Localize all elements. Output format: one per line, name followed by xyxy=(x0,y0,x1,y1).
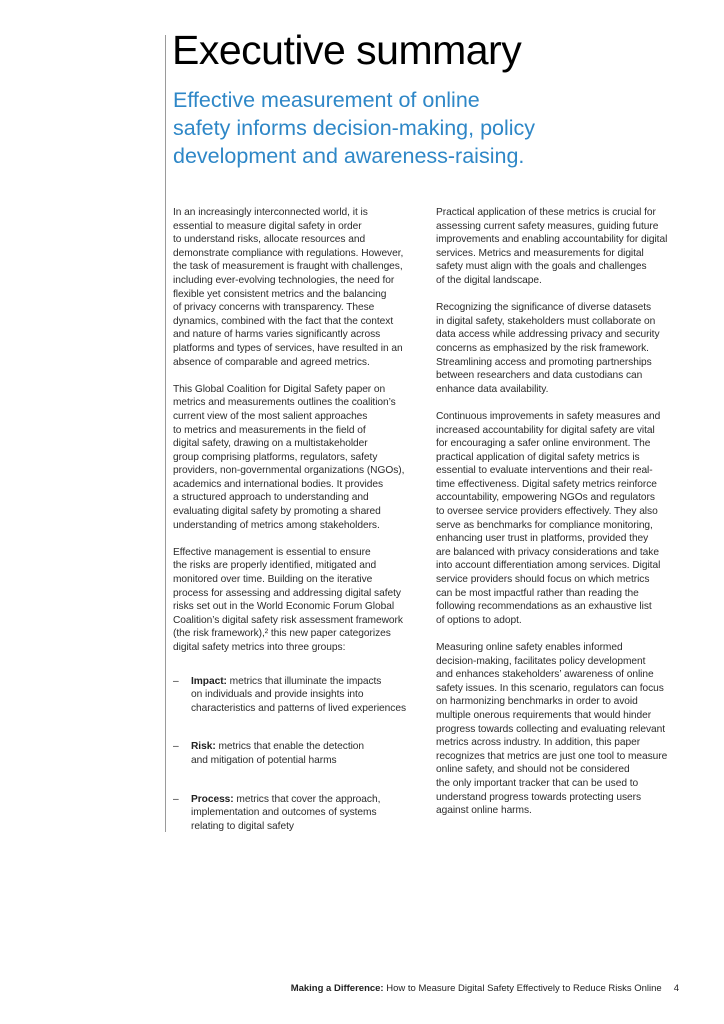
paragraph xyxy=(436,301,686,396)
text-line: online safety, and should not be considered xyxy=(436,764,630,776)
text-line: Measuring online safety enables informed xyxy=(436,642,623,653)
text-line: to metrics and measurements in the field of xyxy=(173,424,366,436)
text-line: for encouraging a safer online environment. The xyxy=(436,438,651,450)
text-line: safety issues. In this scenario, regulators can focus xyxy=(436,682,664,694)
text-line: dynamics, combined with the fact that the context xyxy=(173,315,394,327)
page-title: Executive summary xyxy=(172,27,522,73)
text-line: and mitigation of potential harms xyxy=(191,754,337,766)
text-line: Coalition’s digital safety risk assessment framework xyxy=(173,614,403,626)
text-line: Streamlining access and promoting partnerships xyxy=(436,356,652,368)
footer-report-title: Making a Difference: xyxy=(290,983,384,994)
bullet-text: metrics that illuminate the impacts xyxy=(226,675,382,687)
text-line: on individuals and provide insights into xyxy=(191,689,364,701)
text-line: progress towards collecting and evaluating relevant xyxy=(436,723,666,735)
bullet-risk xyxy=(173,740,423,767)
text-line: In an increasingly interconnected world, it is xyxy=(173,207,368,218)
text-line: This Global Coalition for Digital Safety paper on xyxy=(173,383,386,395)
text-line: data access while addressing privacy and security xyxy=(436,329,660,341)
text-line: absence of comparable and agreed metrics. xyxy=(173,356,370,368)
text-line: digital safety metrics into three groups: xyxy=(173,642,346,653)
text-line: into account differentiation among services. Digital xyxy=(436,560,661,572)
text-line: flexible yet consistent metrics and the balancing xyxy=(173,288,387,300)
text-line: evaluating digital safety by promoting a shared xyxy=(173,506,381,518)
text-line: of privacy concerns with transparency. These xyxy=(173,302,375,314)
text-line: metrics and measurements outlines the coalition’s xyxy=(173,397,396,409)
left-column xyxy=(173,206,423,833)
subtitle xyxy=(173,86,535,170)
text-line: accountability, empowering NGOs and regulators xyxy=(436,492,655,504)
text-line: decision-making, facilitates policy development xyxy=(436,655,646,667)
text-line: Continuous improvements in safety measures and xyxy=(436,410,661,422)
text-line: understand progress towards protecting users xyxy=(436,791,642,803)
dash: – xyxy=(173,741,179,753)
bullet-label: Impact: xyxy=(191,675,227,687)
text-line: and enhances stakeholders’ awareness of online xyxy=(436,669,654,681)
text-line: services. Metrics and measurements for digital xyxy=(436,247,644,259)
text-line: are balanced with privacy considerations and take xyxy=(436,546,659,558)
text-line: platforms and types of services, have resulted in an xyxy=(173,342,403,354)
text-line: in digital safety, stakeholders must collaborate on xyxy=(436,315,656,327)
text-line: recognizes that metrics are just one tool to measure xyxy=(436,750,668,762)
paragraph xyxy=(173,206,423,369)
text-line: on harmonizing benchmarks in order to avoid xyxy=(436,696,638,708)
text-line: the task of measurement is fraught with challenges, xyxy=(173,261,403,273)
text-line: concerns as emphasized by the risk framework. xyxy=(436,342,649,354)
text-line: the only important tracker that can be used to xyxy=(436,777,639,789)
text-line: assessing current safety measures, guiding future xyxy=(436,220,659,232)
text-line: monitored over time. Building on the iterative xyxy=(173,574,373,586)
text-line: serve as benchmarks for compliance monitoring, xyxy=(436,519,653,531)
paragraph xyxy=(436,641,686,818)
text-line: Recognizing the significance of diverse datasets xyxy=(436,302,652,314)
bullet-impact xyxy=(173,675,423,716)
bullet-label: Process: xyxy=(191,793,234,805)
paragraph xyxy=(436,410,686,628)
text-line: multiple onerous requirements that would hinder xyxy=(436,709,652,721)
subtitle-line: Effective measurement of online xyxy=(173,88,480,112)
text-line: implementation and outcomes of systems xyxy=(191,807,377,819)
bullet-line xyxy=(191,793,423,807)
text-line: group comprising platforms, regulators, safety xyxy=(173,451,378,463)
bullet-process xyxy=(173,793,423,834)
paragraph xyxy=(173,546,423,655)
text-line: enhancing user trust in platforms, provided they xyxy=(436,533,649,545)
text-line: relating to digital safety xyxy=(191,820,294,832)
subtitle-line: development and awareness-raising. xyxy=(173,144,525,168)
text-line: to understand risks, allocate resources and xyxy=(173,234,366,246)
text-line: understanding of metrics among stakeholders. xyxy=(173,519,380,531)
bullet-text: metrics that cover the approach, xyxy=(233,793,381,805)
right-column xyxy=(436,206,686,818)
text-line: and nature of harms varies significantly across xyxy=(173,329,381,341)
text-line: a structured approach to understanding and xyxy=(173,492,369,504)
bullet-line xyxy=(191,675,423,689)
paragraph xyxy=(173,383,423,533)
text-line: of the digital landscape. xyxy=(436,274,542,286)
bullet-label: Risk: xyxy=(191,741,216,753)
text-line: process for assessing and addressing digital safety xyxy=(173,587,401,599)
dash: – xyxy=(173,675,179,687)
bullet-text: metrics that enable the detection xyxy=(215,741,365,753)
text-line: the risks are properly identified, mitigated and xyxy=(173,560,377,572)
text-line: service providers should focus on which metrics xyxy=(436,574,650,586)
text-line: providers, non-governmental organizations (NGOs), xyxy=(173,465,405,477)
bullet-line xyxy=(191,740,423,754)
footer-report-subtitle: How to Measure Digital Safety Effectively to Reduce Risks Online xyxy=(383,983,662,994)
text-line: can be most impactful rather than reading the xyxy=(436,587,639,599)
text-line: improvements and enabling accountability for digital xyxy=(436,234,668,246)
text-line: Effective management is essential to ensure xyxy=(173,546,371,558)
text-line: against online harms. xyxy=(436,805,532,817)
subtitle-line: safety informs decision-making, policy xyxy=(173,116,536,140)
text-line: essential to measure digital safety in order xyxy=(173,220,362,232)
text-line: including ever-evolving technologies, the need for xyxy=(173,274,395,286)
text-line: academics and international bodies. It provides xyxy=(173,478,384,490)
text-line: (the risk framework),² this new paper categorizes xyxy=(173,628,391,640)
text-line: essential to evaluate interventions and their real- xyxy=(436,465,653,477)
text-line: enhance data availability. xyxy=(436,383,549,395)
text-line: current view of the most salient approaches xyxy=(173,410,368,422)
text-line: time effectiveness. Digital safety metrics reinforce xyxy=(436,478,657,490)
paragraph xyxy=(436,206,686,288)
text-line: to oversee service providers effectively. They also xyxy=(436,506,658,518)
page-number: 4 xyxy=(673,983,679,994)
text-line: risks set out in the World Economic Forum Global xyxy=(173,601,395,613)
text-line: digital safety, drawing on a multistakeholder xyxy=(173,438,368,450)
text-line: following recommendations as an exhaustive list xyxy=(436,601,652,613)
vertical-rule xyxy=(165,35,166,832)
text-line: practical application of digital safety metrics is xyxy=(436,451,640,463)
text-line: Practical application of these metrics is crucial for xyxy=(436,207,656,218)
text-line: demonstrate compliance with regulations. However, xyxy=(173,247,404,259)
text-line: between researchers and data custodians can xyxy=(436,370,643,382)
dash: – xyxy=(173,793,179,805)
text-line: of options to adopt. xyxy=(436,614,522,626)
text-line: safety must align with the goals and challenges xyxy=(436,261,647,273)
page-footer xyxy=(291,983,679,994)
text-line: increased accountability for digital safety are vital xyxy=(436,424,655,436)
text-line: metrics across industry. In addition, this paper xyxy=(436,737,641,749)
text-line: characteristics and patterns of lived experiences xyxy=(191,702,406,714)
